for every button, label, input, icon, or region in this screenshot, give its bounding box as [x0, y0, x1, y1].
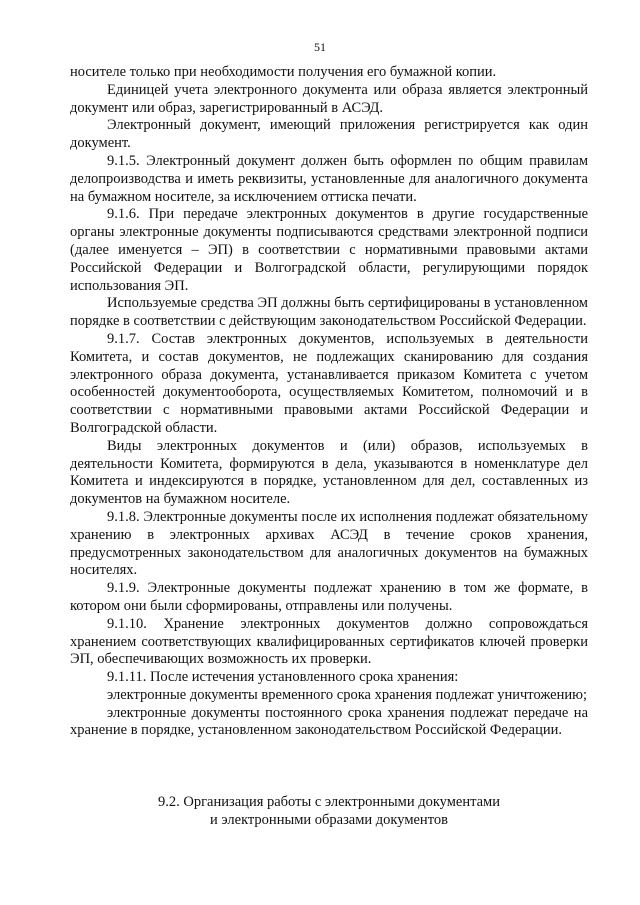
- paragraph: электронные документы постоянного срока хранения подлежат передаче на хранение в порядке, установленном законодательством Российской Федерации.: [70, 704, 588, 739]
- paragraph: электронные документы временного срока хранения подлежат уничтожению;: [107, 686, 587, 703]
- page-number: 51: [314, 40, 326, 54]
- paragraph: 9.1.8. Электронные документы после их исполнения подлежат обязательному хранению в электронных архивах АСЭД в течение сроков хранения, предусмотренных законодательством для аналогичных документов на бумажных носителях.: [70, 508, 588, 579]
- paragraph: Единицей учета электронного документа или образа является электронный документ или образ, зарегистрированный в АСЭД.: [70, 81, 588, 116]
- paragraph: 9.1.6. При передаче электронных документов в другие государственные органы электронные документы подписываются средствами электронной подписи (далее именуется – ЭП) в соответствии с нормативными правовыми актами Российской Федерации и Волгоградской области, регулирующими порядок использования ЭП.: [70, 206, 588, 294]
- paragraph: 9.1.7. Состав электронных документов, используемых в деятельности Комитета, и состав документов, не подлежащих сканированию для создания электронного образа документа, устанавливается приказом Комитета с учетом особенностей документооборота, осуществляемых Комитетом, полномочий и в соответствии с нормативными правовыми актами Российской Федерации и Волгоградской области.: [70, 330, 588, 436]
- paragraph: 9.1.10. Хранение электронных документов должно сопровождаться хранением соответствующих квалифицированных сертификатов ключей проверки ЭП, обеспечивающих возможность их проверки.: [70, 615, 588, 668]
- paragraph: носителе только при необходимости получения его бумажной копии.: [70, 64, 497, 80]
- section-heading-line: 9.2. Организация работы с электронными документами: [158, 794, 500, 810]
- section-heading-line: и электронными образами документов: [210, 812, 448, 828]
- paragraph: 9.1.11. После истечения установленного срока хранения:: [107, 669, 459, 686]
- paragraph: Виды электронных документов и (или) образов, используемых в деятельности Комитета, формируются в дела, указываются в номенклатуре дел Комитета и индексируются в порядке, установленном для дел, составленных из документов на бумажном носителе.: [70, 437, 588, 508]
- paragraph: 9.1.9. Электронные документы подлежат хранению в том же формате, в котором они были сформированы, отправлены или получены.: [70, 580, 588, 614]
- paragraph: 9.1.5. Электронный документ должен быть оформлен по общим правилам делопроизводства и иметь реквизиты, установленные для аналогичного документа на бумажном носителе, за исключением оттиска печати.: [70, 152, 588, 205]
- document-body: [70, 64, 588, 740]
- paragraph: Электронный документ, имеющий приложения регистрируется как один документ.: [70, 117, 588, 152]
- paragraph: Используемые средства ЭП должны быть сертифицированы в установленном порядке в соответствии с действующим законодательством Российской Федерации.: [70, 295, 588, 330]
- section-heading: [70, 793, 588, 829]
